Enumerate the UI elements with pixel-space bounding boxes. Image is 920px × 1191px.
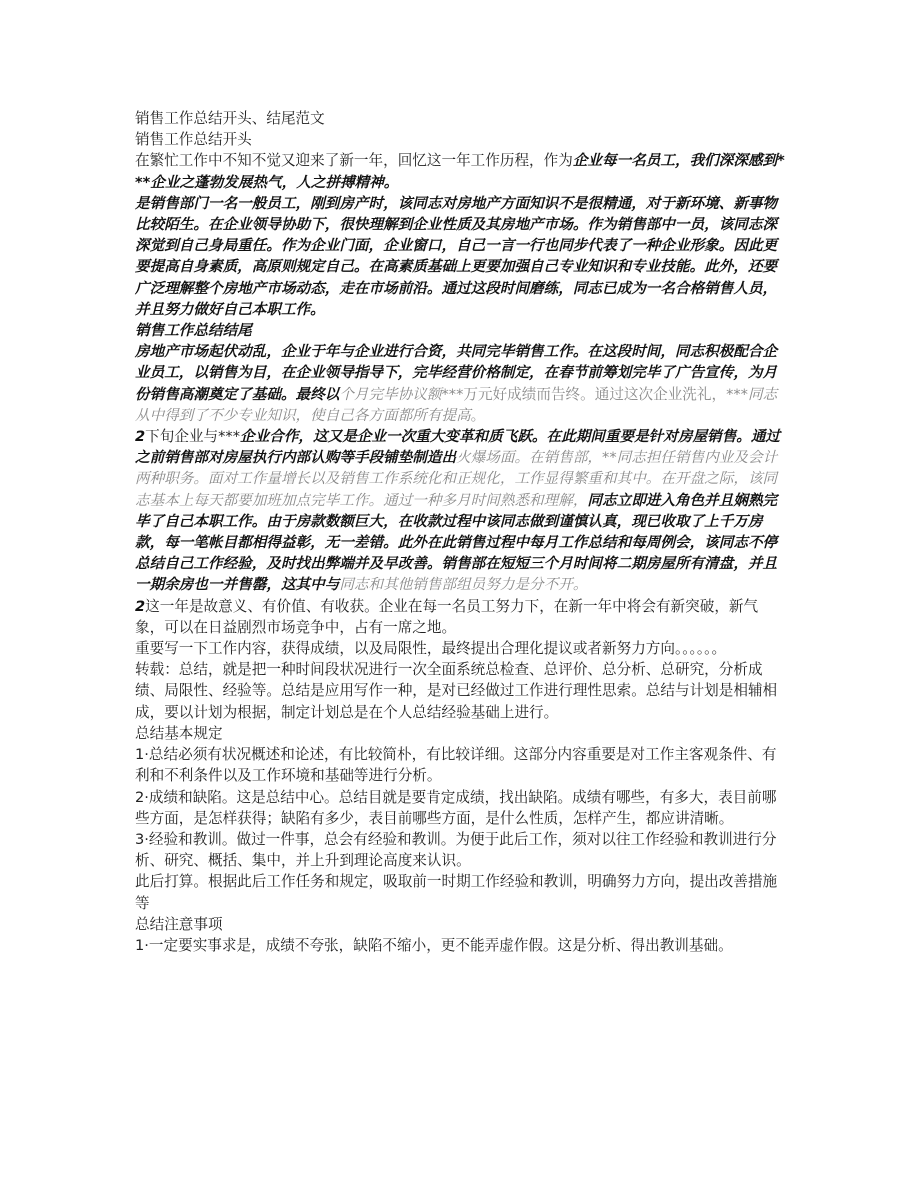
section-heading-opening: 销售工作总结开头 xyxy=(135,131,252,149)
document-body xyxy=(135,108,785,956)
coop-end: 同志和其他销售部组员努力是分不开。 xyxy=(339,576,588,594)
section-heading-ending: 销售工作总结结尾 xyxy=(135,322,252,340)
section-heading-rules: 总结基本规定 xyxy=(135,724,223,742)
intro-text: 在繁忙工作中不知不觉又迎来了新一年，回忆这一年工作历程，作为 xyxy=(135,152,573,170)
paragraph-market xyxy=(135,341,785,426)
market-contract: 个月完毕协议额 xyxy=(339,385,442,403)
coop-num: 2 xyxy=(135,428,146,446)
paragraph-plan: 此后打算。根据此后工作任务和规定，吸取前一时期工作经验和教训，明确努力方向，提出改善措施等 xyxy=(135,873,778,912)
rule-item-1: 1·总结必须有状况概述和论述，有比较简朴，有比较详细。这部分内容重要是对工作主客观条件、有利和不利条件以及工作环境和基础等进行分析。 xyxy=(135,746,777,785)
coop-text: 企业合作，这又是企业一次重大变革和质飞跃。在此期间重要是针对房屋销售。通过之前销售部对房屋执行内部认购等手段铺垫制造出 xyxy=(135,428,781,467)
intro-emphasis: 企业每一名员工，我们深深感到***企业之蓬勃发展热气，人之拼搏精神。 xyxy=(135,152,785,191)
note-item-1: 1·一定要实事求是，成绩不夸张，缺陷不缩小，更不能弄虚作假。这是分析、得出教训基础。 xyxy=(135,936,733,954)
year-text: 这一年是故意义、有价值、有收获。企业在每一名员工努力下，在新一年中将会有新突破，新气象，可以在日益剧烈市场竞争中，占有一席之地。 xyxy=(135,597,759,636)
paragraph-reprint: 转载：总结，就是把一种时间段状况进行一次全面系统总检查、总评价、总分析、总研究，分析成绩、局限性、经验等。总结是应用写作一种，是对已经做过工作进行理性思索。总结与计划是相辅相成，要以计划为根据，制定计划总是在个人总结经验基础上进行。 xyxy=(135,661,778,721)
coop-scene: 火爆场面。在销售部， xyxy=(456,449,603,467)
section-heading-notes: 总结注意事项 xyxy=(135,915,223,933)
paragraph-employee: 是销售部门一名一般员工，刚到房产时，该同志对房地产方面知识不是很精通，对于新环境、新事物比较陌生。在企业领导协助下，很快理解到企业性质及其房地产市场。作为销售部中一员，该同志深深觉到自己身局重任。作为企业门面，企业窗口，自己一言一行也同步代表了一种企业形象。因此更要提高自身素质，高原则规定自己。在高素质基础上更要加强自己专业知识和专业技能。此外，还要广泛理解整个房地产市场动态，走在市场前沿。通过这段时间磨练，同志已成为一名合格销售人员，并且努力做好自己本职工作。 xyxy=(135,194,778,318)
paragraph-intro xyxy=(135,150,785,192)
market-result: ***万元好成绩而告终。通过这次企业洗礼，*** xyxy=(441,385,748,403)
market-end: 。 xyxy=(470,406,486,424)
paragraph-cooperation xyxy=(135,426,785,596)
rule-item-2: 2·成绩和缺陷。这是总结中心。总结目就是要肯定成绩，找出缺陷。成绩有哪些，有多大，表目前哪些方面，是怎样获得；缺陷有多少，表目前哪些方面，是什么性质，怎样产生，都应讲清晰。 xyxy=(135,788,777,827)
document-title: 销售工作总结开头、结尾范文 xyxy=(135,110,325,127)
year-num: 2 xyxy=(135,597,146,615)
market-gain: 同志从中得到了不少专业知识，使自己各方面都所有提高 xyxy=(135,385,778,424)
rule-item-3: 3·经验和教训。做过一件事，总会有经验和教训。为便于此后工作，须对以往工作经验和教训进行分析、研究、概括、集中，并上升到理论高度来认识。 xyxy=(135,830,777,870)
market-text: 房地产市场起伏动乱，企业于年与企业进行合资，共同完毕销售工作。在这段时间，同志积极配合企业员工，以销售为目，在企业领导指导下，完毕经营价格制定，在春节前筹划完毕了广告宣传，为月份销售高潮奠定了基础。最终以 xyxy=(135,343,778,403)
paragraph-content: 重要写一下工作内容，获得成绩，以及局限性，最终提出合理化提议或者新努力方向。。。。。。 xyxy=(135,640,727,658)
coop-duty: 同志担任销售内业及会计两种职务。面对工作量增长以及销售工作系统化和正规化，工作显得繁重和其中。在开盘之际，该同志基本上每天都要加班加点完毕工作。通过一种多月时间熟悉和理解， xyxy=(135,449,778,509)
coop-work: 同志立即进入角色并且娴熟完毕了自己本职工作。由于房款数额巨大，在收款过程中该同志做到谨慎认真，现已收取了上千万房款，每一笔帐目都相得益彰，无一差错。此外在此销售过程中每月工作总结和每周例会，该同志不停总结自己工作经验，及时找出弊端并及早改善。销售部在短短三个月时间将二期房屋所有清盘，并且一期余房也一并售罄，这其中与 xyxy=(135,491,778,594)
coop-month: 下旬企业与*** xyxy=(145,428,241,446)
coop-stars: ** xyxy=(602,449,617,467)
paragraph-year xyxy=(135,596,785,638)
